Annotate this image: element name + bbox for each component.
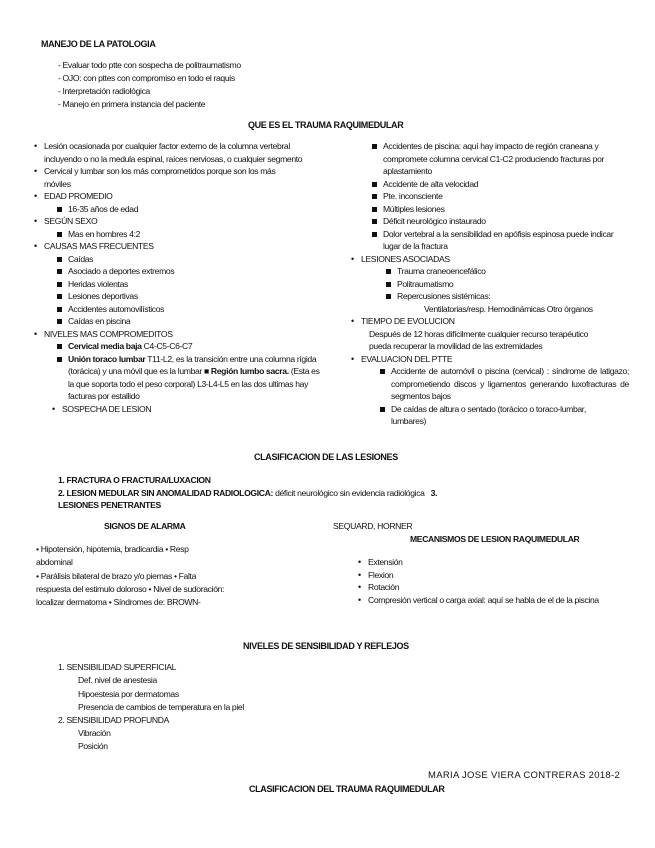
edad-value: 16-35 años de edad — [68, 203, 316, 216]
nivel-cervical-bold: Cervical media baja — [68, 341, 142, 351]
sospecha-label: • SOSPECHA DE LESION — [62, 403, 316, 416]
signos-line: abdominal — [36, 557, 73, 567]
lesion-text: • Lesión ocasionada por cualquier factor externo de la columna vertebral incluyendo o no la medula espinal, raíces nerviosas, o cualquier segmento — [44, 140, 316, 165]
mecanismo-item: • Flexion — [368, 569, 628, 582]
niveles-label: • NIVELES MAS COMPROMEDITOS — [44, 328, 316, 341]
repercusiones-text: Ventilatorias/resp. Hemodinámicas Otro órganos — [424, 303, 593, 314]
signos-line: localizar dermatoma • Síndromes de: BROWN- — [36, 597, 201, 607]
mecanismo-item: • Rotación — [368, 581, 628, 594]
clasificacion-title: CLASIFICACION DE LAS LESIONES — [254, 452, 398, 462]
causa-item: Accidentes automovilísticos — [68, 303, 316, 316]
sexo-value: Mas en hombres 4:2 — [68, 228, 316, 241]
lesion-asociada-item: Trauma craneoencefálico — [397, 265, 629, 278]
clasificacion-item: 1. FRACTURA O FRACTURA/LUXACION — [58, 475, 211, 485]
mecanismo-item: • Compresión vertical o carga axial: aquí se habla de el de la piscina — [368, 594, 628, 607]
niveles-title: NIVELES DE SENSIBILIDAD Y REFLEJOS — [243, 641, 409, 651]
sospecha-item: Pte. inconsciente — [383, 190, 629, 203]
nivel-toraco: Unión toraco lumbar T11-L2, es la transición entre una columna rígida (torácica) y una móvil que es la lumbar ■ Región lumbo sacra. (Esta es la que soporta todo el peso corporal) L3-L4-L5 en las dos ultimas hay facturas por estallido — [68, 353, 323, 403]
mecanismo-item: • Extensión — [368, 556, 628, 569]
causas-label: • CAUSAS MAS FRECUENTES — [44, 240, 316, 253]
causa-item: Caídas — [68, 253, 316, 266]
que-es-right-column — [361, 140, 629, 428]
manejo-item: - Interpretación radiológica — [58, 86, 150, 96]
sospecha-item: Déficit neurológico instaurado — [383, 215, 629, 228]
nivel-region-bold: Región lumbo sacra. — [210, 366, 289, 376]
author-footer: MARIA JOSE VIERA CONTRERAS 2018-2 — [428, 770, 621, 781]
clasificacion-item-3: LESIONES PENETRANTES — [58, 500, 161, 510]
manejo-item: - Evaluar todo ptte con sospecha de politraumatismo — [58, 60, 241, 70]
sensibilidad-item: Presencia de cambios de temperatura en la piel — [78, 702, 244, 712]
mecanismos-title: MECANISMOS DE LESION RAQUIMEDULAR — [410, 534, 580, 544]
que-es-title: QUE ES EL TRAUMA RAQUIMEDULAR — [248, 120, 404, 130]
eval-item: De caídas de altura o sentado (torácico o toraco-lumbar, lumbares) — [391, 403, 616, 428]
sensibilidad-item: Hipoestesia por dermatomas — [78, 689, 179, 699]
nivel-cervical — [68, 340, 316, 353]
nivel-toraco-bold: Unión toraco lumbar — [68, 353, 146, 364]
clasificacion-item-2-bold: 2. LESION MEDULAR SIN ANOMALIDAD RADIOLOGICA: — [58, 488, 274, 498]
next-section-title: CLASIFICACION DEL TRAUMA RAQUIMEDULAR — [249, 784, 445, 794]
dolor-text: Dolor vertebral a la sensibilidad en apófisis espinosa puede indicar lugar de la fractura — [383, 228, 629, 253]
sospecha-item: Accidente de alta velocidad — [383, 178, 629, 191]
lesion-asociada-item: Repercusiones sistémicas: — [397, 290, 629, 303]
tiempo-label: • TIEMPO DE EVOLUCION — [361, 315, 629, 328]
causa-item: Caídas en piscina — [68, 315, 316, 328]
causa-item: Heridas violentas — [68, 278, 316, 291]
nivel-cervical-levels: C4-C5-C6-C7 — [143, 341, 193, 351]
sensibilidad-profunda: 2. SENSIBILIDAD PROFUNDA — [58, 715, 169, 725]
eval-label: • EVALUACION DEL PTTE — [361, 353, 629, 366]
cervical-text: • Cervical y lumbar son los más comprometidos porque son los más móviles — [44, 165, 299, 190]
sequard-text: SEQUARD, HORNER — [333, 521, 413, 531]
lesion-asociada-item: Politraumatismo — [397, 278, 629, 291]
edad-label: • EDAD PROMEDIO — [44, 190, 316, 203]
mecanismos-list — [368, 556, 628, 606]
causa-item: Lesiones deportivas — [68, 290, 316, 303]
causa-item: Asociado a deportes extremos — [68, 265, 316, 278]
manejo-item: - Manejo en primera instancia del paciente — [58, 99, 206, 109]
piscina-text: Accidentes de piscina: aquí hay impacto de región craneana y compromete columna cervical C1-C2 produciendo fracturas por aplastamiento — [383, 140, 629, 178]
tiempo-text: Después de 12 horas difícilmente cualquier recurso terapéutico pueda recuperar la movilidad de las extremidades — [369, 328, 589, 351]
manejo-title: MANEJO DE LA PATOLOGIA — [41, 39, 156, 49]
sospecha-item: Múltiples lesiones — [383, 203, 629, 216]
nivel-region-text: (Esta es la que soporta todo el peso corporal) L3-L4-L5 en las dos ultimas hay facturas por estallido — [68, 366, 320, 401]
sensibilidad-superficial: 1. SENSIBILIDAD SUPERFICIAL — [58, 662, 177, 672]
clasificacion-item-2-text: déficit neurológico sin evidencia radiológica — [275, 488, 425, 498]
sensibilidad-item: Def. nivel de anestesia — [78, 675, 157, 685]
signos-line: • Parálisis bilateral de brazo y/o piernas • Falta — [36, 571, 196, 581]
clasificacion-item-3-num: 3. — [430, 488, 438, 498]
signos-title: SIGNOS DE ALARMA — [104, 521, 186, 531]
sensibilidad-item: Posición — [78, 741, 108, 751]
que-es-left-column — [44, 140, 320, 415]
eval-item: Accidente de automóvil o piscina (cervical) : síndrome de latigazo; comprometiendo discos y ligamentos generando luxofracturas de segmentos bajos — [391, 366, 629, 401]
sexo-label: • SEGÚN SEXO — [44, 215, 316, 228]
signos-line: • Hipotensión, hipotemia, bradicardia • Resp — [36, 544, 189, 554]
manejo-item: - OJO: con pttes con compromiso en todo el raquis — [58, 73, 235, 83]
sensibilidad-item: Vibración — [78, 728, 111, 738]
clasificacion-item-2 — [58, 487, 437, 500]
nivel-toraco-text: T11-L2, es la transición entre una columna rígida (torácica) y una móvil que es la lumbar — [68, 353, 317, 376]
lesiones-label: • LESIONES ASOCIADAS — [361, 253, 629, 266]
signos-line: respuesta del estimulo doloroso • Nivel de sudoración: — [36, 584, 225, 594]
